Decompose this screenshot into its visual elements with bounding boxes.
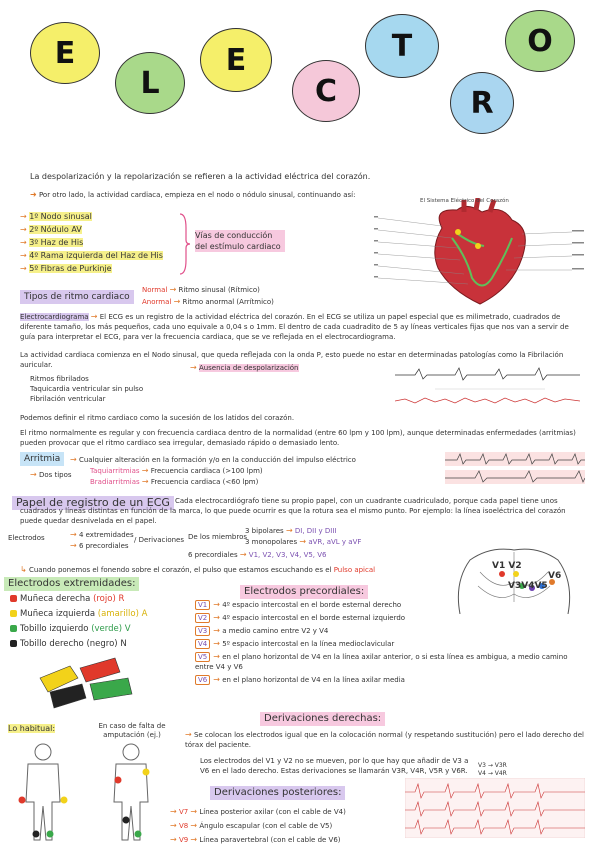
brace-icon (178, 212, 192, 276)
posterior-list (170, 805, 410, 847)
title-letter-c: C (292, 60, 360, 122)
fibrillation-item: Taquicardia ventricular sin pulso (30, 385, 144, 393)
precordial-item: V1 → 4º espacio intercostal en el borde esternal derecho (195, 600, 580, 610)
posterior-item: → V7 → Línea posterior axilar (con el cable de V4) (170, 807, 346, 816)
conduction-item: → 3º Haz de His (20, 238, 84, 247)
mono-row: 3 monopolares → aVR, aVL y aVF (245, 537, 362, 546)
heart-illustration (372, 198, 587, 310)
derivaciones-label: / Derivaciones (134, 536, 185, 544)
precordial-item: V2 → 4º espacio intercostal en el borde esternal izquierdo (195, 613, 580, 623)
pulse-note: ↳ Cuando ponemos el fonendo sobre el corazón, el pulso que estamos escuchando es el Pulso apical (20, 565, 376, 574)
electrodes-pre: → 6 precordiales (70, 541, 129, 550)
rhythm-def-1: Podemos definir el ritmo cardiaco como la sucesión de los latidos del corazón. (20, 414, 295, 422)
title-letter-e2: E (200, 28, 272, 92)
arrhythmia-tachy: Taquiarritmias → Frecuencia cardiaca (>100 lpm) (90, 466, 263, 475)
swatch-icon (10, 610, 17, 617)
fibrillation-text: La actividad cardiaca comienza en el Nodo sinusal, que queda reflejada con la onda P, esto puede no estar en determinadas patologías como la Fibrilación auricular. (20, 351, 564, 369)
ecg-definition: Electrocardiograma → El ECG es un registro de la actividad eléctrica del corazón. En el ECG se utiliza un papel especial que es milimetrado, cuadrados de diferente tamaño, los más pequeños, cada uno equivale a 0,04 s o 1mm. El dentro de cada cuadradito de 5 ay líneas verticales fijas que nos van a servir de guía para interpretar el ECG, para ver la frecuencia cardiaca, que se ve reflejada en el electrocardiograma. (20, 312, 569, 341)
conduction-item: → 2º Nódulo AV (20, 225, 82, 234)
swatch-icon (10, 625, 17, 632)
arrhythmia-brady: Bradiarritmias → Frecuencia cardiaca (<60 lpm) (90, 477, 259, 486)
swatch-icon (10, 595, 17, 602)
conduction-label: Vías de conducción del estímulo cardiaco (195, 230, 285, 252)
precordial-item: V6 → en el plano horizontal de V4 en la línea axilar media (195, 675, 580, 685)
paper-head: Papel de registro de un ECG (12, 496, 174, 510)
electrodes-ext: → 4 extremidades (70, 530, 134, 539)
fibrillation-item: Ritmos fibrilados (30, 375, 89, 383)
ecg-12-lead-thumbnail (405, 778, 585, 838)
posterior-item: → V9 → Línea paravertebral (con el cable de V6) (170, 835, 341, 844)
rhythm-def-2: El ritmo normalmente es regular y con frecuencia cardiaca dentro de la normalidad (entre 60 lpm y 100 lpm), aunque determinadas enfermedades (arritmias) pueden provocar que el ritmo cardiaco sea irregular, demasiado rápido o demasiado lento. (20, 429, 576, 447)
precordial-item: V4 → 5º espacio intercostal en la línea medioclavicular (195, 639, 580, 649)
arrhythmia-definition: → Cualquier alteración en la formación y/o en la conducción del impulso eléctrico (70, 455, 356, 464)
arrhythmia-head: Arritmia (20, 452, 64, 466)
paper-text: Cada electrocardiógrafo tiene su propio papel, con un cuadrante cuadriculado, porque cada papel tiene unos cuadrados y líneas distintas en función de la marca, lo que puede ocurrir es que la rotura sea el mismo punto. Por ejemplo: la línea isoeléctrica del corazón puede quedar desnivelada en el papel. (20, 497, 566, 525)
title-letter-o: O (505, 10, 575, 72)
precordial-head: Electrodos precordiales: (240, 585, 368, 599)
limb-electrode-item: Tobillo izquierdo (verde) V (10, 622, 147, 637)
rhythm-abnormal: Anormal → Ritmo anormal (Arrítmico) (142, 297, 274, 306)
conduction-item: → 4º Rama izquierda del Haz de His (20, 251, 163, 260)
title-letter-e: E (30, 22, 100, 84)
chest-label-v6: V6 (548, 571, 562, 581)
intro-line-2 (30, 190, 355, 200)
electrode-clips-illustration (20, 648, 150, 718)
arrhythmia-types: → Dos tipos (30, 470, 72, 479)
rhythm-head: Tipos de ritmo cardiaco (20, 290, 134, 304)
limb-electrode-item: Muñeca derecha (rojo) R (10, 592, 147, 607)
electrodes-label: Electrodos (8, 534, 45, 542)
chest-label-v1v2: V1 V2 (492, 561, 522, 571)
limb-electrodes-list (10, 592, 147, 652)
arrow-icon: ➜ (30, 190, 37, 199)
bipolar-row: 3 bipolares → DI, DII y DIII (245, 526, 337, 535)
precordial-list (195, 600, 580, 688)
limb-electrodes-head: Electrodos extremidades: (4, 577, 139, 591)
limb-electrode-item: Muñeca izquierda (amarillo) A (10, 607, 147, 622)
ecg-strip-fibrillation (395, 365, 580, 413)
ecg-strip-arrhythmia (445, 452, 585, 486)
body-figure-normal (12, 742, 74, 842)
right-leads-head: Derivaciones derechas: (260, 712, 385, 726)
fibrillation-list (30, 374, 143, 404)
right-leads-text-2: Los electrodos del V1 y V2 no se mueven, por lo que hay que añadir de V3 a V6 en el lado derecho. Estas derivaciones se llamarán V3R, V4R, V5R y V6R. (200, 757, 469, 775)
conduction-item: → 1º Nodo sinusal (20, 212, 92, 221)
limbs-label: De los miembros (188, 533, 248, 541)
intro-line-2-text: Por otro lado, la actividad cardiaca, empieza en el nodo o nódulo sinusal, continuando así: (38, 191, 356, 199)
body-right-label: En caso de falta de amputación (ej.) (98, 722, 166, 739)
conduction-list (20, 210, 163, 275)
heart-title: El Sistema Eléctrico del Corazón (420, 198, 509, 204)
title-letter-r: R (450, 72, 514, 134)
precordial-item: V3 → a medio camino entre V2 y V4 (195, 626, 580, 636)
title-letter-t: T (365, 14, 439, 78)
body-figure-amputation (100, 742, 162, 842)
limb-electrode-item: Tobillo derecho (negro) N (10, 637, 147, 652)
swatch-icon (10, 640, 17, 647)
body-left-label: Lo habitual: (8, 724, 56, 733)
fibrillation-item: Fibrilación ventricular (30, 395, 106, 403)
posterior-item: → V8 → Ángulo escapular (con el cable de V5) (170, 821, 333, 830)
right-leads-mini: V3 → V3R V4 → V4R (478, 762, 507, 777)
fibrillation-note: → Ausencia de despolarización (190, 363, 299, 372)
right-leads-text-1: → Se colocan los electrodos igual que en la colocación normal (y respetando sustitución) pero el lado derecho del tórax del paciente. (185, 730, 584, 749)
rhythm-normal: Normal → Ritmo sinusal (Rítmico) (142, 285, 260, 294)
heart-conduction-figure (372, 198, 587, 310)
precordial-row: 6 precordiales → V1, V2, V3, V4, V5, V6 (188, 550, 327, 559)
title-letter-l: L (115, 52, 185, 114)
chest-label-v3v4v5: V3V4V5 (508, 581, 548, 591)
posterior-head: Derivaciones posteriores: (210, 786, 345, 800)
conduction-item: → 5º Fibras de Purkinje (20, 264, 112, 273)
intro-line-1: La despolarización y la repolarización se refieren a la actividad eléctrica del corazón. (30, 172, 371, 181)
precordial-item: V5 → en el plano horizontal de V4 en la línea axilar anterior, o si esta línea es ambigua, a medio camino entre V4 y V6 (195, 652, 568, 671)
